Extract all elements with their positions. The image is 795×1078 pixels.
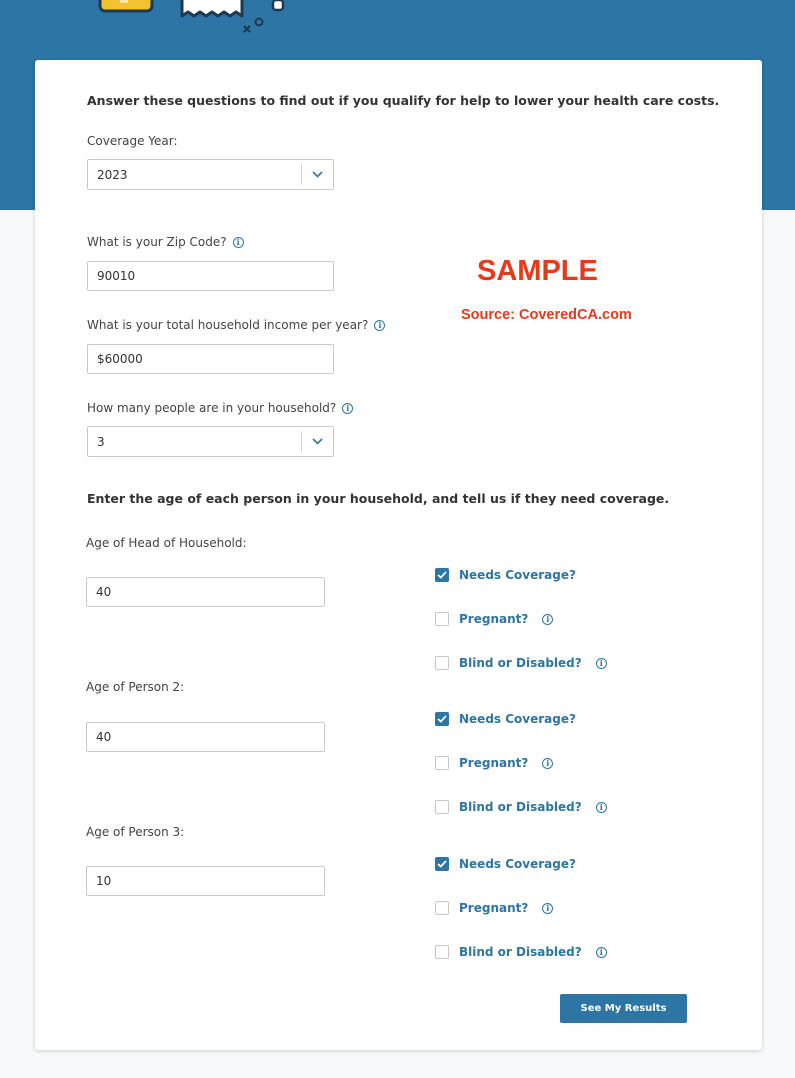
needs-coverage-label: Needs Coverage? — [459, 712, 576, 726]
needs-coverage-label: Needs Coverage? — [459, 568, 576, 582]
info-icon[interactable]: i — [542, 614, 553, 625]
person-3-blind-disabled[interactable] — [435, 945, 607, 959]
person-3-age-label: Age of Person 3: — [86, 825, 185, 839]
checkbox[interactable] — [435, 656, 449, 670]
household-select[interactable] — [87, 426, 334, 457]
sample-watermark: SAMPLE — [477, 255, 598, 287]
coverage-year-value: 2023 — [97, 167, 128, 182]
zip-label-text: What is your Zip Code? — [87, 235, 227, 249]
checkbox[interactable] — [435, 901, 449, 915]
see-my-results-button[interactable]: See My Results — [560, 994, 687, 1023]
person-2-needs-coverage[interactable] — [435, 712, 576, 726]
person-2-age-label: Age of Person 2: — [86, 680, 185, 694]
income-label-text: What is your total household income per year? — [87, 318, 369, 332]
pregnant-label: Pregnant? — [459, 901, 529, 915]
person-3-age-input[interactable]: 10 — [86, 866, 325, 896]
sample-source: Source: CoveredCA.com — [461, 307, 632, 323]
person-1-age-input[interactable]: 40 — [86, 577, 325, 607]
ages-heading: Enter the age of each person in your household, and tell us if they need coverage. — [87, 491, 670, 506]
checkbox-checked[interactable] — [435, 568, 449, 582]
eligibility-form-card — [35, 60, 762, 1050]
coverage-year-label — [87, 134, 178, 148]
info-icon[interactable]: i — [233, 237, 244, 248]
info-icon[interactable]: i — [596, 947, 607, 958]
income-input[interactable]: $60000 — [87, 344, 334, 374]
person-1-blind-disabled[interactable] — [435, 656, 607, 670]
blind-disabled-label: Blind or Disabled? — [459, 656, 582, 670]
person-3-needs-coverage[interactable] — [435, 857, 576, 871]
person-2-blind-disabled[interactable] — [435, 800, 607, 814]
checkbox[interactable] — [435, 945, 449, 959]
person-1-needs-coverage[interactable] — [435, 568, 576, 582]
person-2-pregnant[interactable] — [435, 756, 553, 770]
chevron-down-icon[interactable] — [301, 164, 333, 185]
person-1-pregnant[interactable] — [435, 612, 553, 626]
info-icon[interactable]: i — [596, 658, 607, 669]
needs-coverage-label: Needs Coverage? — [459, 857, 576, 871]
checkmark-icon — [437, 571, 447, 579]
checkbox-checked[interactable] — [435, 712, 449, 726]
checkbox[interactable] — [435, 756, 449, 770]
coverage-year-select[interactable] — [87, 159, 334, 190]
pregnant-label: Pregnant? — [459, 756, 529, 770]
coverage-year-label-text: Coverage Year: — [87, 134, 178, 148]
intro-text: Answer these questions to find out if you qualify for help to lower your health care costs. — [87, 93, 720, 108]
checkbox[interactable] — [435, 800, 449, 814]
person-3-pregnant[interactable] — [435, 901, 553, 915]
checkbox-checked[interactable] — [435, 857, 449, 871]
household-value: 3 — [97, 434, 105, 449]
checkmark-icon — [437, 715, 447, 723]
info-icon[interactable]: i — [596, 802, 607, 813]
checkbox[interactable] — [435, 612, 449, 626]
person-1-age-label: Age of Head of Household: — [86, 536, 247, 550]
blind-disabled-label: Blind or Disabled? — [459, 800, 582, 814]
person-2-age-input[interactable]: 40 — [86, 722, 325, 752]
zip-input[interactable]: 90010 — [87, 261, 334, 291]
income-label — [87, 318, 385, 332]
blind-disabled-label: Blind or Disabled? — [459, 945, 582, 959]
info-icon[interactable]: i — [542, 903, 553, 914]
info-icon[interactable]: i — [542, 758, 553, 769]
household-label — [87, 401, 353, 415]
checkmark-icon — [437, 860, 447, 868]
household-label-text: How many people are in your household? — [87, 401, 337, 415]
hero-illustration — [96, 0, 296, 38]
zip-label — [87, 235, 244, 249]
pregnant-label: Pregnant? — [459, 612, 529, 626]
chevron-down-icon[interactable] — [301, 431, 333, 452]
info-icon[interactable]: i — [342, 403, 353, 414]
info-icon[interactable]: i — [374, 320, 385, 331]
